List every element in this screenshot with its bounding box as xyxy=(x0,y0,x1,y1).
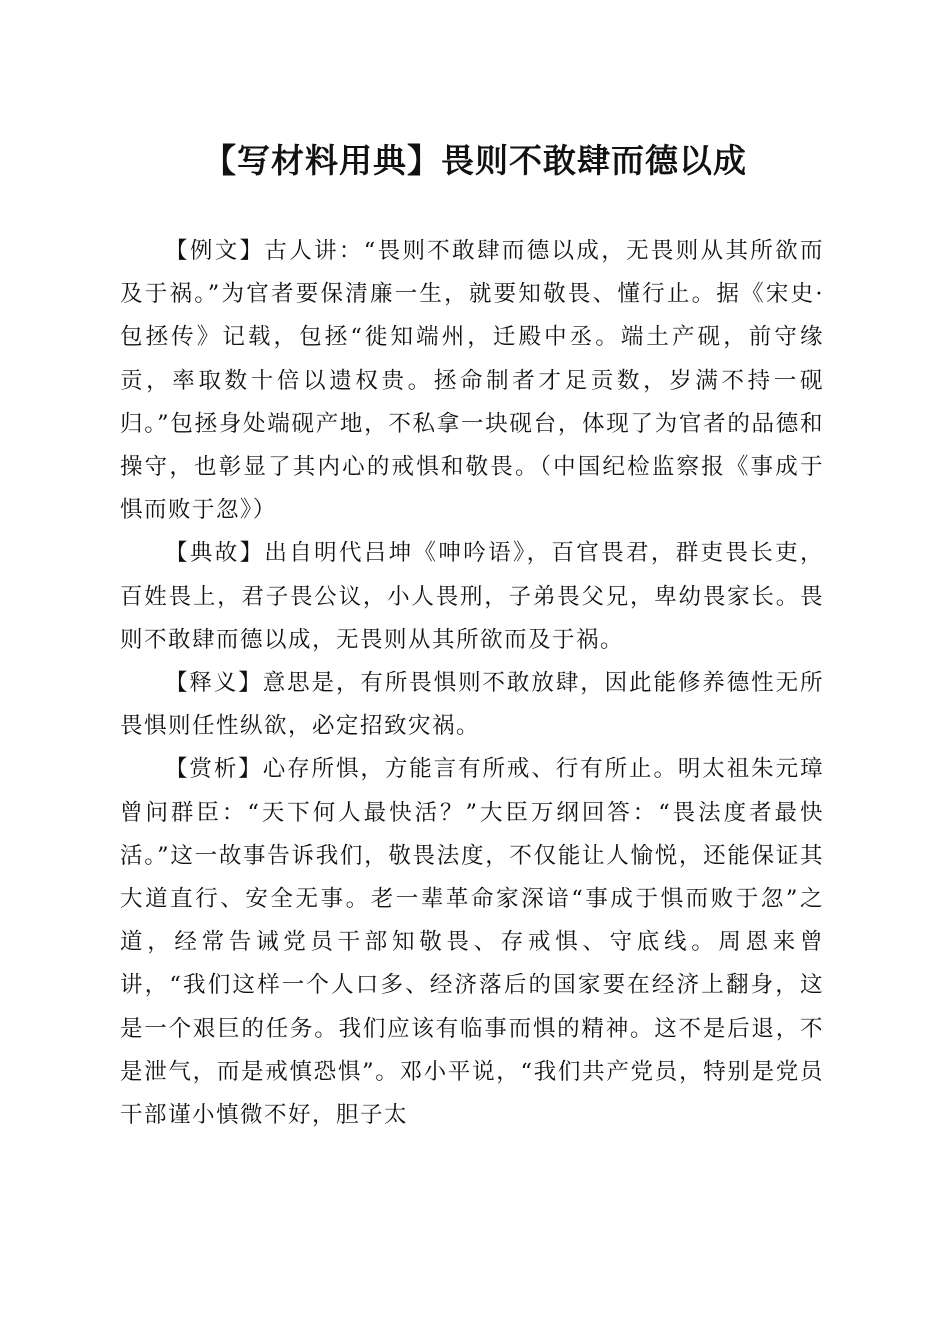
paragraph-text: 出自明代吕坤《呻吟语》，百官畏君，群吏畏长吏，百姓畏上，君子畏公议，小人畏刑，子弟畏父兄，卑幼畏家长。畏则不敢肆而德以成，无畏则从其所欲而及于祸。 xyxy=(120,540,824,653)
paragraph-label: 【释义】 xyxy=(165,670,263,697)
paragraph-text: 心存所惧，方能言有所戒、行有所止。明太祖朱元璋曾问群臣：“天下何人最快活？”大臣万纲回答：“畏法度者最快活。”这一故事告诉我们，敬畏法度，不仅能让人愉悦，还能保证其大道直行、安全无事。老一辈革命家深谙“事成于惧而败于忽”之道，经常告诫党员干部知敬畏、存戒惧、守底线。周恩来曾讲，“我们这样一个人口多、经济落后的国家要在经济上翻身，这是一个艰巨的任务。我们应该有临事而惧的精神。这不是后退，不是泄气，而是戒慎恐惧”。邓小平说，“我们共产党员，特别是党员干部谨小慎微不好，胆子太 xyxy=(120,756,824,1129)
document-title: 【写材料用典】畏则不敢肆而德以成 xyxy=(203,141,747,180)
paragraph-text: 古人讲：“畏则不敢肆而德以成，无畏则从其所欲而及于祸。”为官者要保清廉一生，就要知敬畏、懂行止。据《宋史·包拯传》记载，包拯“徙知端州，迁殿中丞。端土产砚，前守缘贡，率取数十倍以遗权贵。拯命制者才足贡数，岁满不持一砚归。”包拯身处端砚产地，不私拿一块砚台，体现了为官者的品德和操守，也彰显了其内心的戒惧和敬畏。（中国纪检监察报《事成于惧而败于忽》） xyxy=(120,238,824,524)
paragraph-label: 【典故】 xyxy=(165,540,265,567)
paragraph-label: 【例文】 xyxy=(165,238,265,264)
document-body xyxy=(120,230,824,1137)
paragraph-label: 【赏析】 xyxy=(165,756,263,783)
paragraph-meaning xyxy=(120,662,824,748)
paragraph-text: 意思是，有所畏惧则不敢放肆，因此能修养德性无所畏惧则任性纵欲，必定招致灾祸。 xyxy=(120,670,824,740)
paragraph-allusion xyxy=(120,532,824,662)
paragraph-example xyxy=(120,230,824,532)
paragraph-analysis xyxy=(120,748,824,1137)
